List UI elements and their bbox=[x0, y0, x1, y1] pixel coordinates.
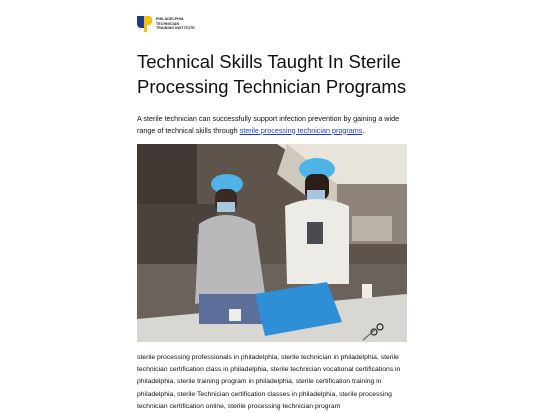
logo-line-1: PHILADELPHIA bbox=[156, 17, 184, 21]
article-intro bbox=[137, 113, 412, 136]
logo-mark-icon bbox=[137, 16, 153, 32]
logo-text bbox=[156, 16, 195, 31]
intro-text-before: A sterile technician can successfully support infection prevention by gaining a wide range of technical skills through bbox=[137, 114, 400, 135]
article-tags: sterile processing professionals in philadelphia, sterile technician in philadelphia, sterile technician certification class in philadelphia, sterile technician vocational certifications in philadelphia, sterile training program in philadelphia, sterile certification training in philadelphia, sterile Technician certification classes in philadelphia, sterile processing technician certification online, sterile processing technician program bbox=[137, 354, 401, 410]
logo-line-3: TRAINING INSTITUTE bbox=[156, 26, 195, 31]
logo-line-2: TECHNICIAN bbox=[156, 21, 180, 26]
site-logo[interactable] bbox=[137, 16, 197, 34]
intro-text-after: . bbox=[362, 125, 365, 135]
article-photo bbox=[137, 144, 407, 342]
sterile-programs-link[interactable]: sterile processing technician programs bbox=[239, 125, 363, 135]
article-title: Technical Skills Taught In Sterile Processing Technician Programs bbox=[137, 51, 407, 97]
